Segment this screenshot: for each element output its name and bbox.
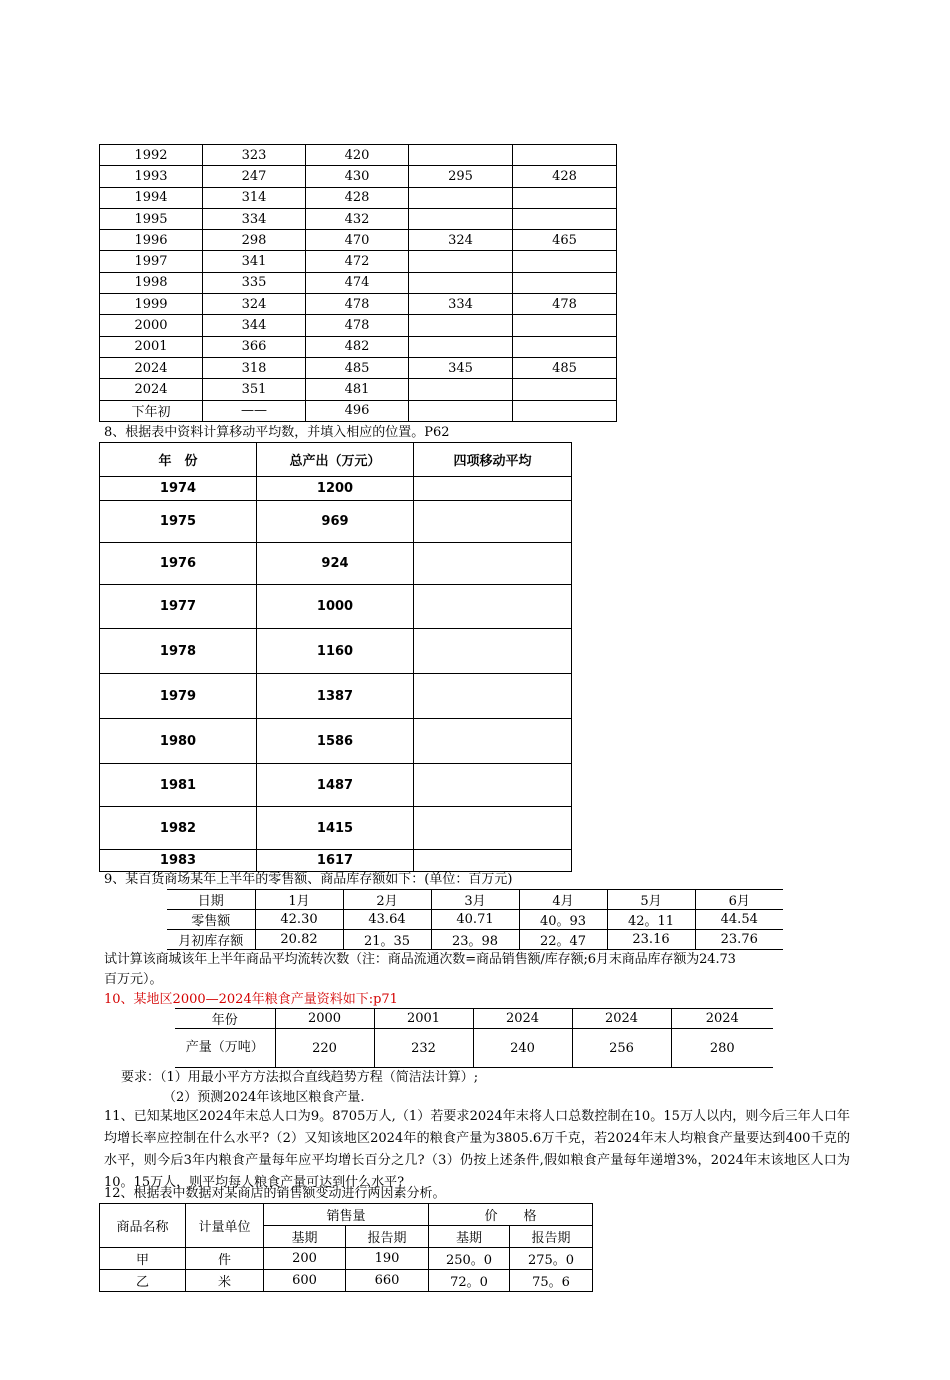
header-cell: 1月 bbox=[255, 890, 343, 910]
row-label-cell: 产量（万吨） bbox=[175, 1029, 275, 1068]
table-cell bbox=[414, 674, 572, 719]
table-cell: 481 bbox=[306, 379, 409, 400]
table-cell: 478 bbox=[513, 294, 617, 315]
table-cell: 零售额 bbox=[167, 910, 255, 930]
table-cell bbox=[513, 272, 617, 293]
table-row bbox=[100, 807, 572, 850]
table-cell: 432 bbox=[306, 208, 409, 229]
table-cell: 600 bbox=[264, 1270, 346, 1292]
table-row bbox=[100, 336, 617, 357]
header-cell: 日期 bbox=[167, 890, 255, 910]
header-price-base: 基期 bbox=[429, 1226, 510, 1248]
table-cell bbox=[414, 807, 572, 850]
table-row bbox=[100, 764, 572, 807]
retail-inventory-table bbox=[167, 889, 783, 950]
table-cell bbox=[513, 379, 617, 400]
header-cell: 年份 bbox=[175, 1009, 275, 1029]
header-moving-average: 四项移动平均 bbox=[414, 443, 572, 477]
table-cell: 1979 bbox=[100, 674, 257, 719]
table-cell bbox=[409, 272, 513, 293]
header-sales-base: 基期 bbox=[264, 1226, 346, 1248]
header-cell: 2000 bbox=[275, 1009, 374, 1029]
table-cell: 478 bbox=[306, 315, 409, 336]
table-cell bbox=[414, 719, 572, 764]
table-cell: 2000 bbox=[100, 315, 203, 336]
table-cell: 323 bbox=[203, 145, 306, 166]
question-8-text: 8、根据表中资料计算移动平均数，并填入相应的位置。P62 bbox=[104, 425, 450, 440]
table-cell: 232 bbox=[374, 1029, 473, 1068]
table-cell: 1974 bbox=[100, 477, 257, 501]
table-row bbox=[100, 187, 617, 208]
header-cell: 2024 bbox=[671, 1009, 773, 1029]
header-cell: 2月 bbox=[343, 890, 431, 910]
table-row bbox=[100, 400, 617, 421]
table-row bbox=[100, 379, 617, 400]
table-cell: 324 bbox=[409, 230, 513, 251]
table-cell: 247 bbox=[203, 166, 306, 187]
table-row bbox=[100, 357, 617, 378]
table-cell: 250。0 bbox=[429, 1248, 510, 1270]
table-cell bbox=[409, 187, 513, 208]
header-cell: 5月 bbox=[607, 890, 695, 910]
table-row bbox=[100, 1248, 593, 1270]
table-cell: 43.64 bbox=[343, 910, 431, 930]
table-cell: 23。98 bbox=[431, 930, 519, 950]
table-cell: 40.71 bbox=[431, 910, 519, 930]
table-cell: 下年初 bbox=[100, 400, 203, 421]
table-cell: 1487 bbox=[257, 764, 414, 807]
table-cell bbox=[414, 543, 572, 585]
table-cell: 428 bbox=[513, 166, 617, 187]
table-cell: 660 bbox=[346, 1270, 429, 1292]
table-row bbox=[100, 208, 617, 229]
header-sales-volume: 销售量 bbox=[264, 1204, 429, 1226]
table-cell bbox=[513, 187, 617, 208]
question-10-requirement-1: 要求：（1）用最小平方方法拟合直线趋势方程（简洁法计算）; bbox=[121, 1070, 479, 1085]
table-cell: 2024 bbox=[100, 379, 203, 400]
table-row bbox=[100, 251, 617, 272]
table-cell: 324 bbox=[203, 294, 306, 315]
grain-output-table bbox=[175, 1008, 773, 1068]
header-unit: 计量单位 bbox=[186, 1204, 264, 1248]
table-cell: 1387 bbox=[257, 674, 414, 719]
question-10-requirement-2: （2）预测2024年该地区粮食产量. bbox=[163, 1090, 365, 1105]
table-cell: 21。35 bbox=[343, 930, 431, 950]
question-11-text: 11、已知某地区2024年末总人口为9。8705万人,（1）若要求2024年末将人口总数控制在10。15万人以内，则今后三年人口年均增长率应控制在什么水平?（2）又知该地区2024年的粮食产量为3805.6万千克，若2024年末人均粮食产量要达到400千克的水平，则今后3年内粮食产量每年应平均增长百分之几?（3）仍按上述条件,假如粮食产量每年递增3%，2024年末该地区人口为10。15万人，则平均每人粮食产量可达到什么水平? bbox=[104, 1109, 850, 1190]
table-cell: 496 bbox=[306, 400, 409, 421]
question-10-text: 10、某地区2000—2024年粮食产量资料如下:p71 bbox=[104, 992, 398, 1007]
table-cell: 1586 bbox=[257, 719, 414, 764]
header-output: 总产出（万元） bbox=[257, 443, 414, 477]
table-cell: 42。11 bbox=[607, 910, 695, 930]
table-cell: 485 bbox=[306, 357, 409, 378]
table-cell: 345 bbox=[409, 357, 513, 378]
table-cell: 件 bbox=[186, 1248, 264, 1270]
table-cell: 1975 bbox=[100, 501, 257, 543]
table-cell: 474 bbox=[306, 272, 409, 293]
table-cell: 485 bbox=[513, 357, 617, 378]
table-cell: 351 bbox=[203, 379, 306, 400]
table-cell: 344 bbox=[203, 315, 306, 336]
table-cell: 20.82 bbox=[255, 930, 343, 950]
table-row bbox=[100, 1270, 593, 1292]
table-cell: 1977 bbox=[100, 585, 257, 629]
table-cell: 430 bbox=[306, 166, 409, 187]
header-cell: 2024 bbox=[572, 1009, 671, 1029]
table-row bbox=[100, 543, 572, 585]
table-cell: 1976 bbox=[100, 543, 257, 585]
table-cell: 318 bbox=[203, 357, 306, 378]
header-cell: 2001 bbox=[374, 1009, 473, 1029]
table-cell: 1992 bbox=[100, 145, 203, 166]
header-cell: 6月 bbox=[695, 890, 783, 910]
table-cell: 240 bbox=[473, 1029, 572, 1068]
table-row bbox=[100, 719, 572, 764]
table-cell: 1000 bbox=[257, 585, 414, 629]
table-row bbox=[100, 145, 617, 166]
table-cell bbox=[409, 145, 513, 166]
moving-average-table bbox=[99, 442, 572, 872]
question-9-text: 9、某百货商场某年上半年的零售额、商品库存额如下：(单位：百万元) bbox=[104, 872, 513, 887]
table-cell bbox=[409, 400, 513, 421]
table-cell bbox=[414, 477, 572, 501]
table-cell: 335 bbox=[203, 272, 306, 293]
table-cell: 44.54 bbox=[695, 910, 783, 930]
table-cell: 280 bbox=[671, 1029, 773, 1068]
table-row bbox=[100, 477, 572, 501]
table-cell: 1978 bbox=[100, 629, 257, 674]
table-cell: 1981 bbox=[100, 764, 257, 807]
table-cell: 乙 bbox=[100, 1270, 186, 1292]
table-cell: 295 bbox=[409, 166, 513, 187]
table-row bbox=[100, 272, 617, 293]
header-cell: 4月 bbox=[519, 890, 607, 910]
table-cell: 1997 bbox=[100, 251, 203, 272]
table-cell: 1996 bbox=[100, 230, 203, 251]
table-cell: 1983 bbox=[100, 850, 257, 872]
table-cell: 298 bbox=[203, 230, 306, 251]
table-cell: 275。0 bbox=[510, 1248, 593, 1270]
table-cell bbox=[513, 251, 617, 272]
table-cell bbox=[513, 145, 617, 166]
table-cell: 334 bbox=[203, 208, 306, 229]
table-row bbox=[100, 230, 617, 251]
table-cell: 465 bbox=[513, 230, 617, 251]
table-cell: 23.16 bbox=[607, 930, 695, 950]
header-sales-report: 报告期 bbox=[346, 1226, 429, 1248]
table-cell bbox=[409, 315, 513, 336]
table-cell bbox=[409, 208, 513, 229]
table-cell: 924 bbox=[257, 543, 414, 585]
table-row bbox=[100, 629, 572, 674]
table-cell bbox=[513, 208, 617, 229]
table-row bbox=[100, 850, 572, 872]
table-cell: 月初库存额 bbox=[167, 930, 255, 950]
table-cell: 1415 bbox=[257, 807, 414, 850]
header-cell: 2024 bbox=[473, 1009, 572, 1029]
table-cell: 42.30 bbox=[255, 910, 343, 930]
table-cell: 1617 bbox=[257, 850, 414, 872]
table-cell: 1995 bbox=[100, 208, 203, 229]
table-cell: 1160 bbox=[257, 629, 414, 674]
table-cell: 1994 bbox=[100, 187, 203, 208]
table-cell: 1982 bbox=[100, 807, 257, 850]
table-cell bbox=[414, 764, 572, 807]
table-cell: 1993 bbox=[100, 166, 203, 187]
table-cell: 420 bbox=[306, 145, 409, 166]
table-cell: 314 bbox=[203, 187, 306, 208]
table-row bbox=[100, 674, 572, 719]
sales-factor-table bbox=[99, 1203, 593, 1292]
table-cell bbox=[513, 400, 617, 421]
table-cell: 1200 bbox=[257, 477, 414, 501]
table-cell: 1999 bbox=[100, 294, 203, 315]
table-cell: 2001 bbox=[100, 336, 203, 357]
table-row bbox=[100, 585, 572, 629]
table-cell: 23.76 bbox=[695, 930, 783, 950]
header-product-name: 商品名称 bbox=[100, 1204, 186, 1248]
question-9-instruction-end: 百万元）。 bbox=[104, 972, 163, 987]
table-cell bbox=[513, 336, 617, 357]
table-cell: 220 bbox=[275, 1029, 374, 1068]
table-cell: 72。0 bbox=[429, 1270, 510, 1292]
table-cell bbox=[414, 629, 572, 674]
table-cell: 482 bbox=[306, 336, 409, 357]
table-cell: 472 bbox=[306, 251, 409, 272]
table-cell: 470 bbox=[306, 230, 409, 251]
table-cell: 22。47 bbox=[519, 930, 607, 950]
header-year: 年 份 bbox=[100, 443, 257, 477]
header-price-report: 报告期 bbox=[510, 1226, 593, 1248]
table-cell: 256 bbox=[572, 1029, 671, 1068]
table-row bbox=[100, 315, 617, 336]
table-row bbox=[100, 501, 572, 543]
top-data-table bbox=[99, 144, 617, 422]
table-cell bbox=[414, 501, 572, 543]
table-cell: 200 bbox=[264, 1248, 346, 1270]
table-cell: —— bbox=[203, 400, 306, 421]
question-12-text: 12、根据表中数据对某商店的销售额变动进行两因素分析。 bbox=[104, 1186, 446, 1201]
table-cell bbox=[414, 585, 572, 629]
table-cell: 75。6 bbox=[510, 1270, 593, 1292]
table-cell: 米 bbox=[186, 1270, 264, 1292]
table-cell: 甲 bbox=[100, 1248, 186, 1270]
table-cell: 2024 bbox=[100, 357, 203, 378]
table-cell: 40。93 bbox=[519, 910, 607, 930]
table-cell: 478 bbox=[306, 294, 409, 315]
table-cell: 366 bbox=[203, 336, 306, 357]
table-cell: 1998 bbox=[100, 272, 203, 293]
table-cell bbox=[513, 315, 617, 336]
table-cell: 1980 bbox=[100, 719, 257, 764]
table-cell bbox=[409, 336, 513, 357]
table-cell: 969 bbox=[257, 501, 414, 543]
table-cell bbox=[414, 850, 572, 872]
table-cell: 428 bbox=[306, 187, 409, 208]
table-row bbox=[100, 294, 617, 315]
table-cell: 341 bbox=[203, 251, 306, 272]
table-cell bbox=[409, 379, 513, 400]
table-cell: 334 bbox=[409, 294, 513, 315]
header-cell: 3月 bbox=[431, 890, 519, 910]
header-price: 价 格 bbox=[429, 1204, 593, 1226]
table-cell bbox=[409, 251, 513, 272]
question-9-instruction: 试计算该商城该年上半年商品平均流转次数（注：商品流通次数=商品销售额/库存额;6月末商品库存额为24.73 bbox=[104, 952, 736, 967]
table-row bbox=[100, 166, 617, 187]
table-cell: 190 bbox=[346, 1248, 429, 1270]
